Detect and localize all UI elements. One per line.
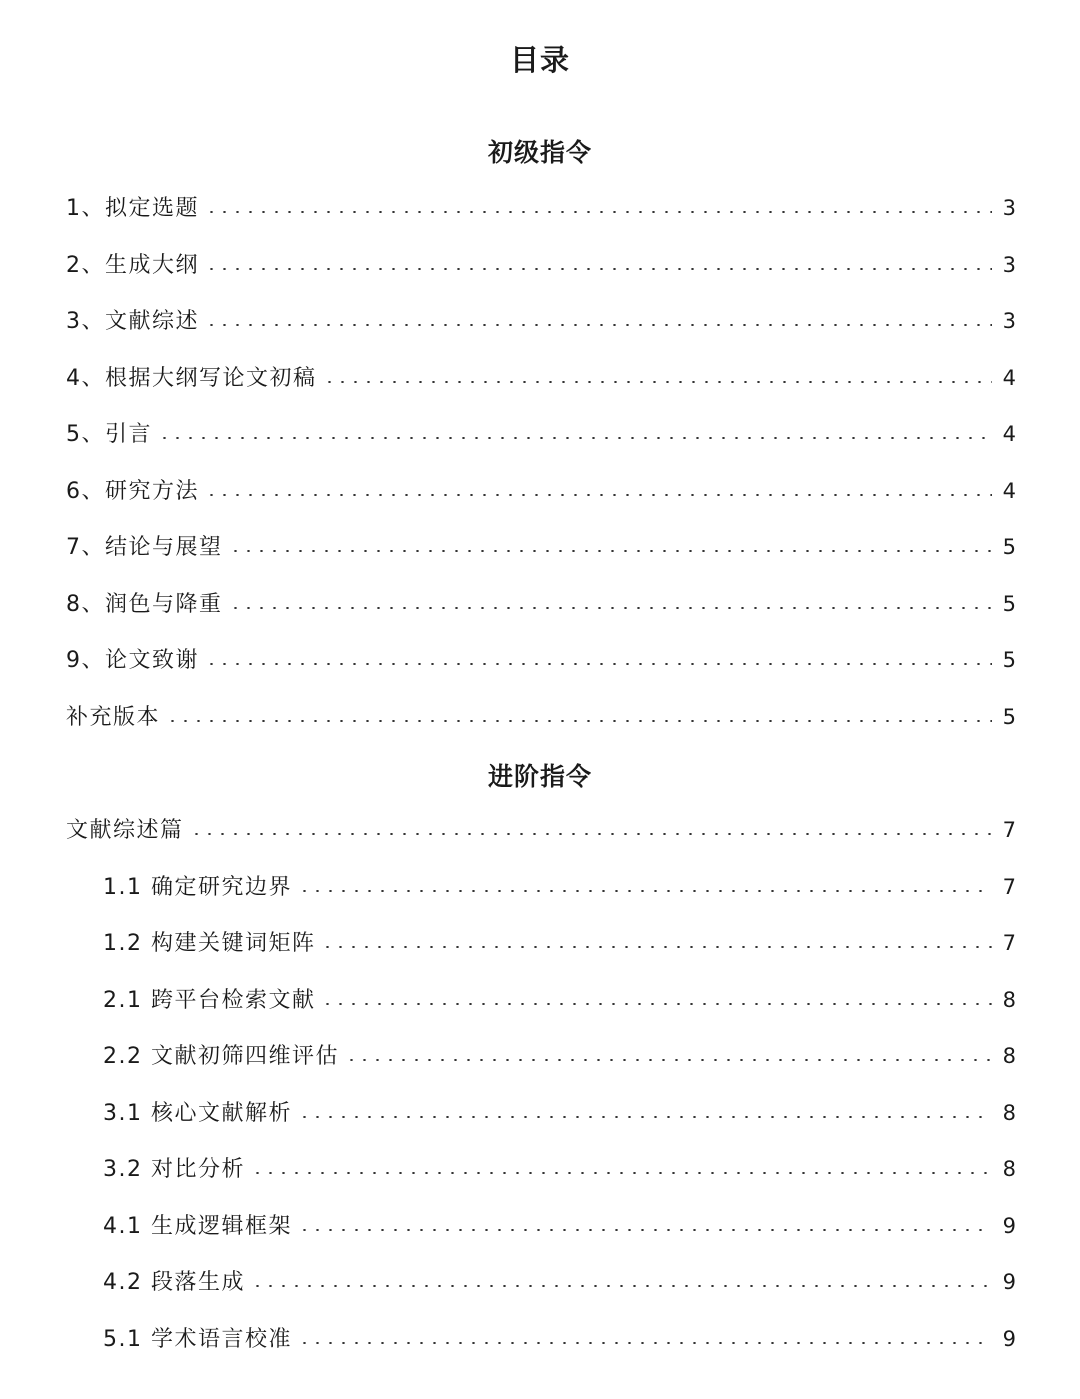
section-heading-basic: 初级指令: [487, 138, 592, 167]
toc-entry-label: 1.2 构建关键词矩阵: [103, 931, 316, 956]
toc-entry-basic-9[interactable]: [66, 642, 1016, 678]
toc-page-number: 5: [1002, 592, 1016, 616]
toc-page-number: 8: [1002, 1101, 1016, 1125]
dot-leader: [205, 663, 992, 665]
dot-leader: [251, 1172, 992, 1174]
toc-entry-label: 9、论文致谢: [66, 648, 199, 673]
toc-entry-basic-supplement[interactable]: [66, 699, 1016, 735]
toc-page-number: 4: [1002, 422, 1016, 446]
toc-entry-label: 4.2 段落生成: [103, 1270, 245, 1295]
toc-entry-label: 3.2 对比分析: [103, 1157, 245, 1182]
dot-leader: [229, 607, 993, 609]
dot-leader: [323, 381, 993, 383]
section-heading-advanced: 进阶指令: [487, 762, 592, 791]
toc-entry-advanced-1-2[interactable]: [103, 925, 1016, 961]
toc-entry-label: 2.2 文献初筛四维评估: [103, 1044, 339, 1069]
toc-entry-advanced-4-1[interactable]: [103, 1208, 1016, 1244]
toc-entry-advanced-2-2[interactable]: [103, 1038, 1016, 1074]
toc-entry-label: 2.1 跨平台检索文献: [103, 988, 316, 1013]
toc-entry-label: 3.1 核心文献解析: [103, 1101, 292, 1126]
toc-entry-label: 8、润色与降重: [66, 592, 223, 617]
toc-entry-advanced-1-1[interactable]: [103, 869, 1016, 905]
dot-leader: [190, 833, 992, 835]
page-title: 目录: [509, 43, 570, 77]
toc-entry-advanced-2-1[interactable]: [103, 982, 1016, 1018]
toc-entry-label: 3、文献综述: [66, 309, 199, 334]
toc-entry-basic-5[interactable]: [66, 416, 1016, 452]
toc-page-number: 7: [1002, 931, 1016, 955]
toc-entry-advanced-3-1[interactable]: [103, 1095, 1016, 1131]
toc-page-number: 4: [1002, 366, 1016, 390]
dot-leader: [205, 268, 992, 270]
toc-entry-label: 1、拟定选题: [66, 196, 199, 221]
toc-page-number: 9: [1002, 1214, 1016, 1238]
toc-entry-basic-3[interactable]: [66, 303, 1016, 339]
dot-leader: [298, 890, 992, 892]
toc-page-number: 7: [1002, 875, 1016, 899]
toc-entry-basic-7[interactable]: [66, 529, 1016, 565]
toc-page-number: 8: [1002, 1044, 1016, 1068]
dot-leader: [166, 720, 992, 722]
toc-entry-label: 4.1 生成逻辑框架: [103, 1214, 292, 1239]
toc-entry-label: 5、引言: [66, 422, 152, 447]
toc-entry-label: 文献综述篇: [66, 818, 184, 843]
dot-leader: [205, 494, 992, 496]
dot-leader: [298, 1229, 992, 1231]
toc-entry-basic-6[interactable]: [66, 473, 1016, 509]
toc-page-number: 5: [1002, 535, 1016, 559]
dot-leader: [229, 550, 993, 552]
toc-entry-label: 2、生成大纲: [66, 253, 199, 278]
dot-leader: [205, 324, 992, 326]
toc-page-number: 9: [1002, 1327, 1016, 1351]
toc-entry-advanced-review[interactable]: [66, 812, 1016, 848]
dot-leader: [321, 1003, 992, 1005]
toc-entry-label: 7、结论与展望: [66, 535, 223, 560]
toc-entry-label: 补充版本: [66, 705, 161, 730]
toc-entry-label: 5.1 学术语言校准: [103, 1327, 292, 1352]
toc-page-number: 7: [1002, 818, 1016, 842]
toc-entry-label: 6、研究方法: [66, 479, 199, 504]
toc-entry-basic-2[interactable]: [66, 247, 1016, 283]
toc-page-number: 5: [1002, 648, 1016, 672]
toc-page-number: 3: [1002, 309, 1016, 333]
toc-page-number: 8: [1002, 988, 1016, 1012]
dot-leader: [298, 1116, 992, 1118]
toc-page-number: 3: [1002, 253, 1016, 277]
toc-entry-label: 1.1 确定研究边界: [103, 875, 292, 900]
dot-leader: [158, 437, 992, 439]
toc-entry-basic-8[interactable]: [66, 586, 1016, 622]
toc-entry-basic-4[interactable]: [66, 360, 1016, 396]
toc-page-number: 4: [1002, 479, 1016, 503]
toc-entry-basic-1[interactable]: [66, 190, 1016, 226]
toc-page-number: 9: [1002, 1270, 1016, 1294]
toc-page-number: 8: [1002, 1157, 1016, 1181]
dot-leader: [321, 946, 992, 948]
dot-leader: [298, 1342, 992, 1344]
toc-entry-advanced-3-2[interactable]: [103, 1151, 1016, 1187]
toc-entry-advanced-4-2[interactable]: [103, 1264, 1016, 1300]
dot-leader: [205, 211, 992, 213]
dot-leader: [345, 1059, 992, 1061]
dot-leader: [251, 1285, 992, 1287]
toc-entry-advanced-5-1[interactable]: [103, 1321, 1016, 1357]
toc-page-number: 3: [1002, 196, 1016, 220]
toc-entry-label: 4、根据大纲写论文初稿: [66, 366, 317, 391]
toc-page-number: 5: [1002, 705, 1016, 729]
